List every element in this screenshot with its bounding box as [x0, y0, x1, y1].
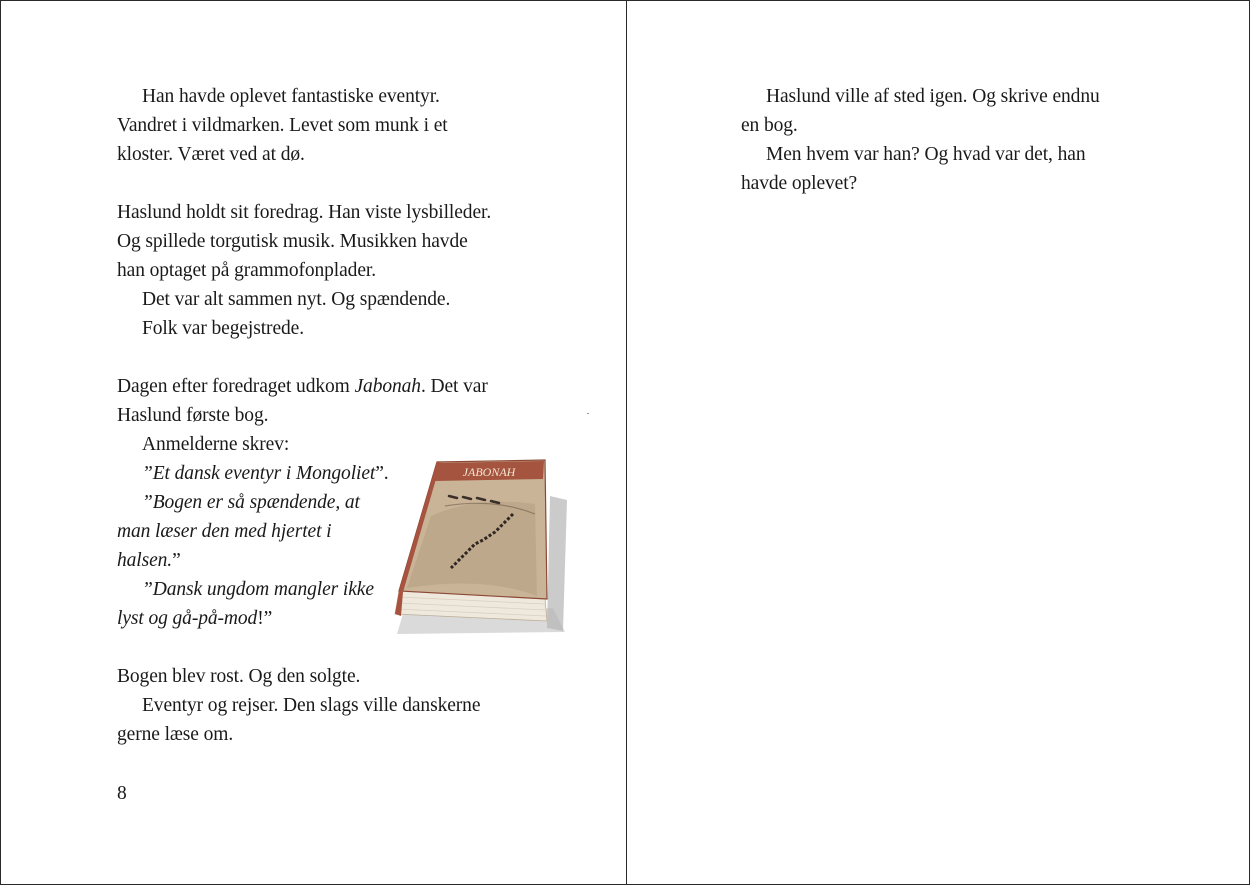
line — [117, 372, 537, 401]
line: havde oplevet? — [741, 173, 858, 194]
line: Han havde oplevet fantastiske eventyr. — [142, 86, 440, 107]
text-run: . Det var — [420, 376, 488, 397]
line: gerne læse om. — [117, 724, 234, 745]
right-page — [627, 1, 1249, 884]
review-quote: halsen.” — [117, 550, 181, 571]
review-quote: ”Dansk ungdom mangler ikke — [142, 579, 374, 600]
jabonah-book-illustration — [385, 456, 575, 636]
line: Det var alt sammen nyt. Og spændende. — [142, 289, 451, 310]
left-page — [1, 1, 626, 884]
line: Haslund ville af sted igen. Og skrive endnu — [766, 86, 1100, 107]
text-run: Dagen efter foredraget udkom — [117, 376, 355, 397]
line: Haslund første bog. — [117, 405, 269, 426]
review-quote: ”Bogen er så spændende, at — [142, 492, 360, 513]
line: Haslund holdt sit foredrag. Han viste lysbilleder. — [117, 202, 492, 223]
review-quote: lyst og gå-på-mod!” — [117, 608, 273, 629]
line: Vandret i vildmarken. Levet som munk i et — [117, 115, 448, 136]
review-quote: ”Et dansk eventyr i Mongoliet”. — [142, 463, 389, 484]
line: Bogen blev rost. Og den solgte. — [117, 666, 361, 687]
line: en bog. — [741, 115, 798, 136]
line: Folk var begejstrede. — [142, 318, 304, 339]
page-number: 8 — [117, 783, 127, 804]
line: Eventyr og rejser. Den slags ville danskerne — [142, 695, 481, 716]
book-cover-title: JABONAH — [462, 465, 516, 479]
line: Men hvem var han? Og hvad var det, han — [766, 144, 1086, 165]
line: han optaget på grammofonplader. — [117, 260, 376, 281]
line: Anmelderne skrev: — [142, 434, 290, 455]
left-page-text — [117, 82, 537, 749]
line: Og spillede torgutisk musik. Musikken havde — [117, 231, 468, 252]
review-quote: man læser den med hjertet i — [117, 521, 332, 542]
line: kloster. Været ved at dø. — [117, 144, 305, 165]
right-page-text — [741, 82, 1161, 198]
print-speck — [587, 413, 589, 414]
book-title: Jabonah — [354, 376, 421, 397]
